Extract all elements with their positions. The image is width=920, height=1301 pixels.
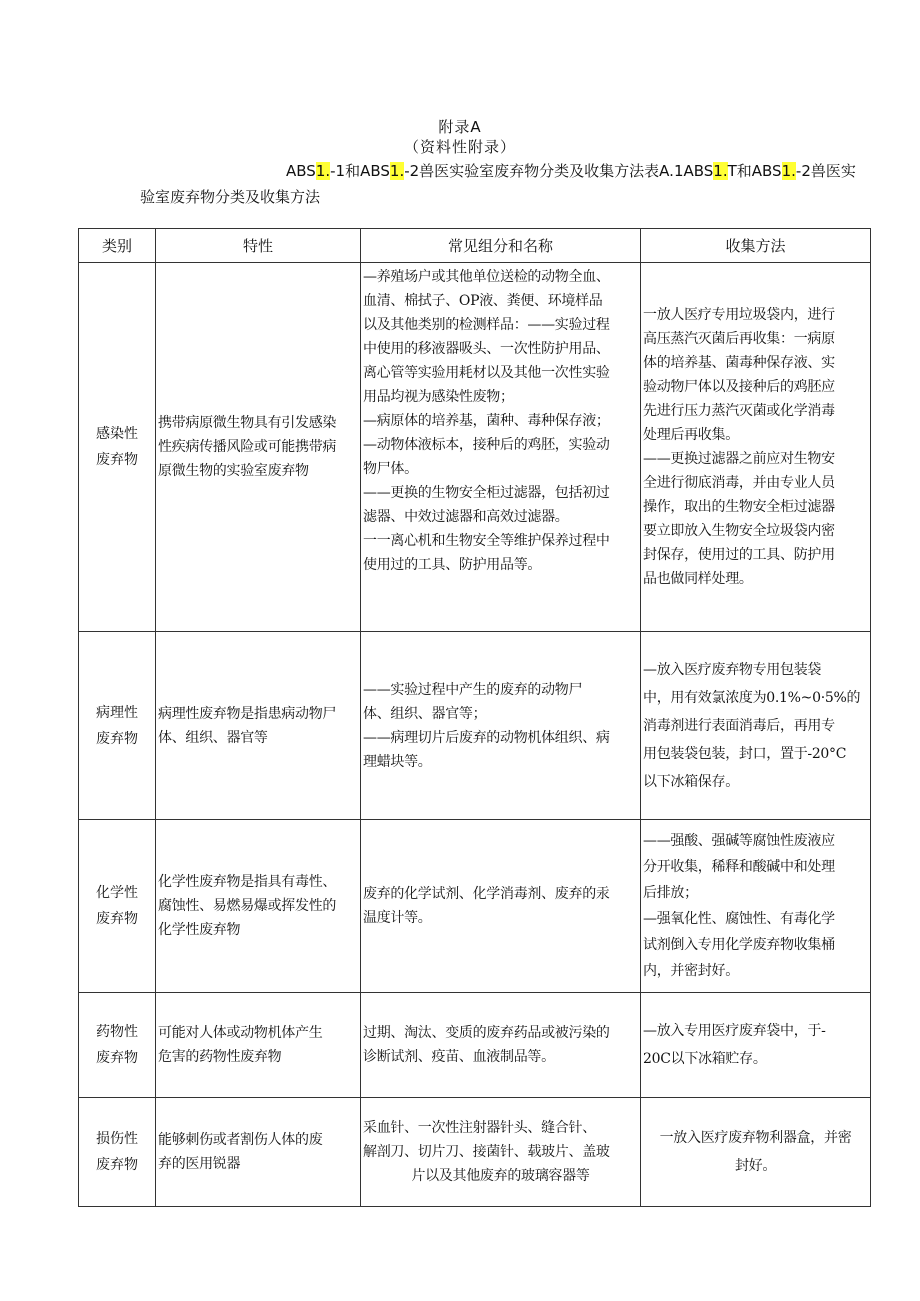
category-cell: 病理性 废弃物 xyxy=(79,632,156,820)
category-cell: 药物性 废弃物 xyxy=(79,993,156,1098)
components-cell: 采血针、一次性注射器针头、缝合针、 解剖刀、切片刀、接菌针、载玻片、盖玻 片以及其他废弃的玻璃容器等 xyxy=(361,1098,641,1207)
highlight: 1. xyxy=(713,162,728,180)
table-row xyxy=(79,263,871,632)
table-header-row xyxy=(79,229,871,263)
table-heading: ABS1.-1和ABS1.-2兽医实验室废弃物分类及收集方法表A.1ABS1.T和ABS1.-2兽医实 验室废弃物分类及收集方法 xyxy=(140,162,856,206)
components-cell: 废弃的化学试剂、化学消毒剂、废弃的汞 温度计等。 xyxy=(361,820,641,993)
components-cell: 过期、淘汰、变质的废弃药品或被污染的 诊断试剂、疫苗、血液制品等。 xyxy=(361,993,641,1098)
property-cell: 化学性废弃物是指具有毒性、 腐蚀性、易燃易爆或挥发性的 化学性废弃物 xyxy=(156,820,361,993)
table-row xyxy=(79,632,871,820)
table-row xyxy=(79,993,871,1098)
highlight: 1. xyxy=(315,162,331,180)
method-cell: ——强酸、强碱等腐蚀性废液应 分开收集，稀释和酸碱中和处理 后排放； —强氧化性、腐蚀性、有毒化学 试剂倒入专用化学废弃物收集桶 内，并密封好。 xyxy=(641,820,871,993)
property-cell: 可能对人体或动物机体产生 危害的药物性废弃物 xyxy=(156,993,361,1098)
property-cell: 病理性废弃物是指患病动物尸 体、组织、器官等 xyxy=(156,632,361,820)
method-cell: —放入专用医疗废弃袋中，于- 20C以下冰箱贮存。 xyxy=(641,993,871,1098)
appendix-subtitle: （资料性附录） xyxy=(403,138,516,156)
header-category: 类别 xyxy=(79,229,156,263)
method-cell: 一放人医疗专用垃圾袋内，进行 高压蒸汽灭菌后再收集：一病原 体的培养基、菌毒种保存液、实 验动物尸体以及接种后的鸡胚应 先进行压力蒸汽灭菌或化学消毒 处理后再收集。 ——更换过滤器之前应对生物安 全进行彻底消毒，并由专业人员 操作，取出的生物安全柜过滤器 要立即放入生物安全垃圾袋内密 封保存，使用过的工具、防护用 品也做同样处理。 xyxy=(641,263,871,632)
header-property: 特性 xyxy=(156,229,361,263)
category-cell: 损伤性 废弃物 xyxy=(79,1098,156,1207)
table-row xyxy=(79,1098,871,1207)
highlight: 1. xyxy=(389,162,405,180)
header-method: 收集方法 xyxy=(641,229,871,263)
table-row xyxy=(79,820,871,993)
property-cell: 携带病原微生物具有引发感染 性疾病传播风险或可能携带病 原微生物的实验室废弃物 xyxy=(156,263,361,632)
components-cell: —养殖场户或其他单位送检的动物全血、 血清、棉拭子、OP液、粪便、环境样品 以及其他类别的检测样品：——实验过程 中使用的移液器吸头、一次性防护用品、 离心管等实验用耗材以及其他一次性实验 用品均视为感染性废物； —病原体的培养基，菌种、毒种保存液； —动物体液标本，接种后的鸡胚，实验动 物尸体。 ——更换的生物安全柜过滤器，包括初过 滤器、中效过滤器和高效过滤器。 一一离心机和生物安全等维护保养过程中 使用过的工具、防护用品等。 xyxy=(361,263,641,632)
category-cell: 化学性 废弃物 xyxy=(79,820,156,993)
appendix-title: 附录A xyxy=(438,118,482,136)
waste-classification-table xyxy=(78,228,871,1207)
highlight: 1. xyxy=(781,162,796,180)
method-cell: 一放入医疗废弃物利器盒，并密 封好。 xyxy=(641,1098,871,1207)
components-cell: ——实验过程中产生的废弃的动物尸 体、组织、器官等； ——病理切片后废弃的动物机体组织、病 理蜡块等。 xyxy=(361,632,641,820)
category-cell: 感染性 废弃物 xyxy=(79,263,156,632)
header-components: 常见组分和名称 xyxy=(361,229,641,263)
method-cell: —放入医疗废弃物专用包装袋 中，用有效氯浓度为0.1%~0·5%的 消毒剂进行表面消毒后，再用专 用包装袋包装，封口，置于-20°C 以下冰箱保存。 xyxy=(641,632,871,820)
property-cell: 能够刺伤或者割伤人体的废 弃的医用锐器 xyxy=(156,1098,361,1207)
